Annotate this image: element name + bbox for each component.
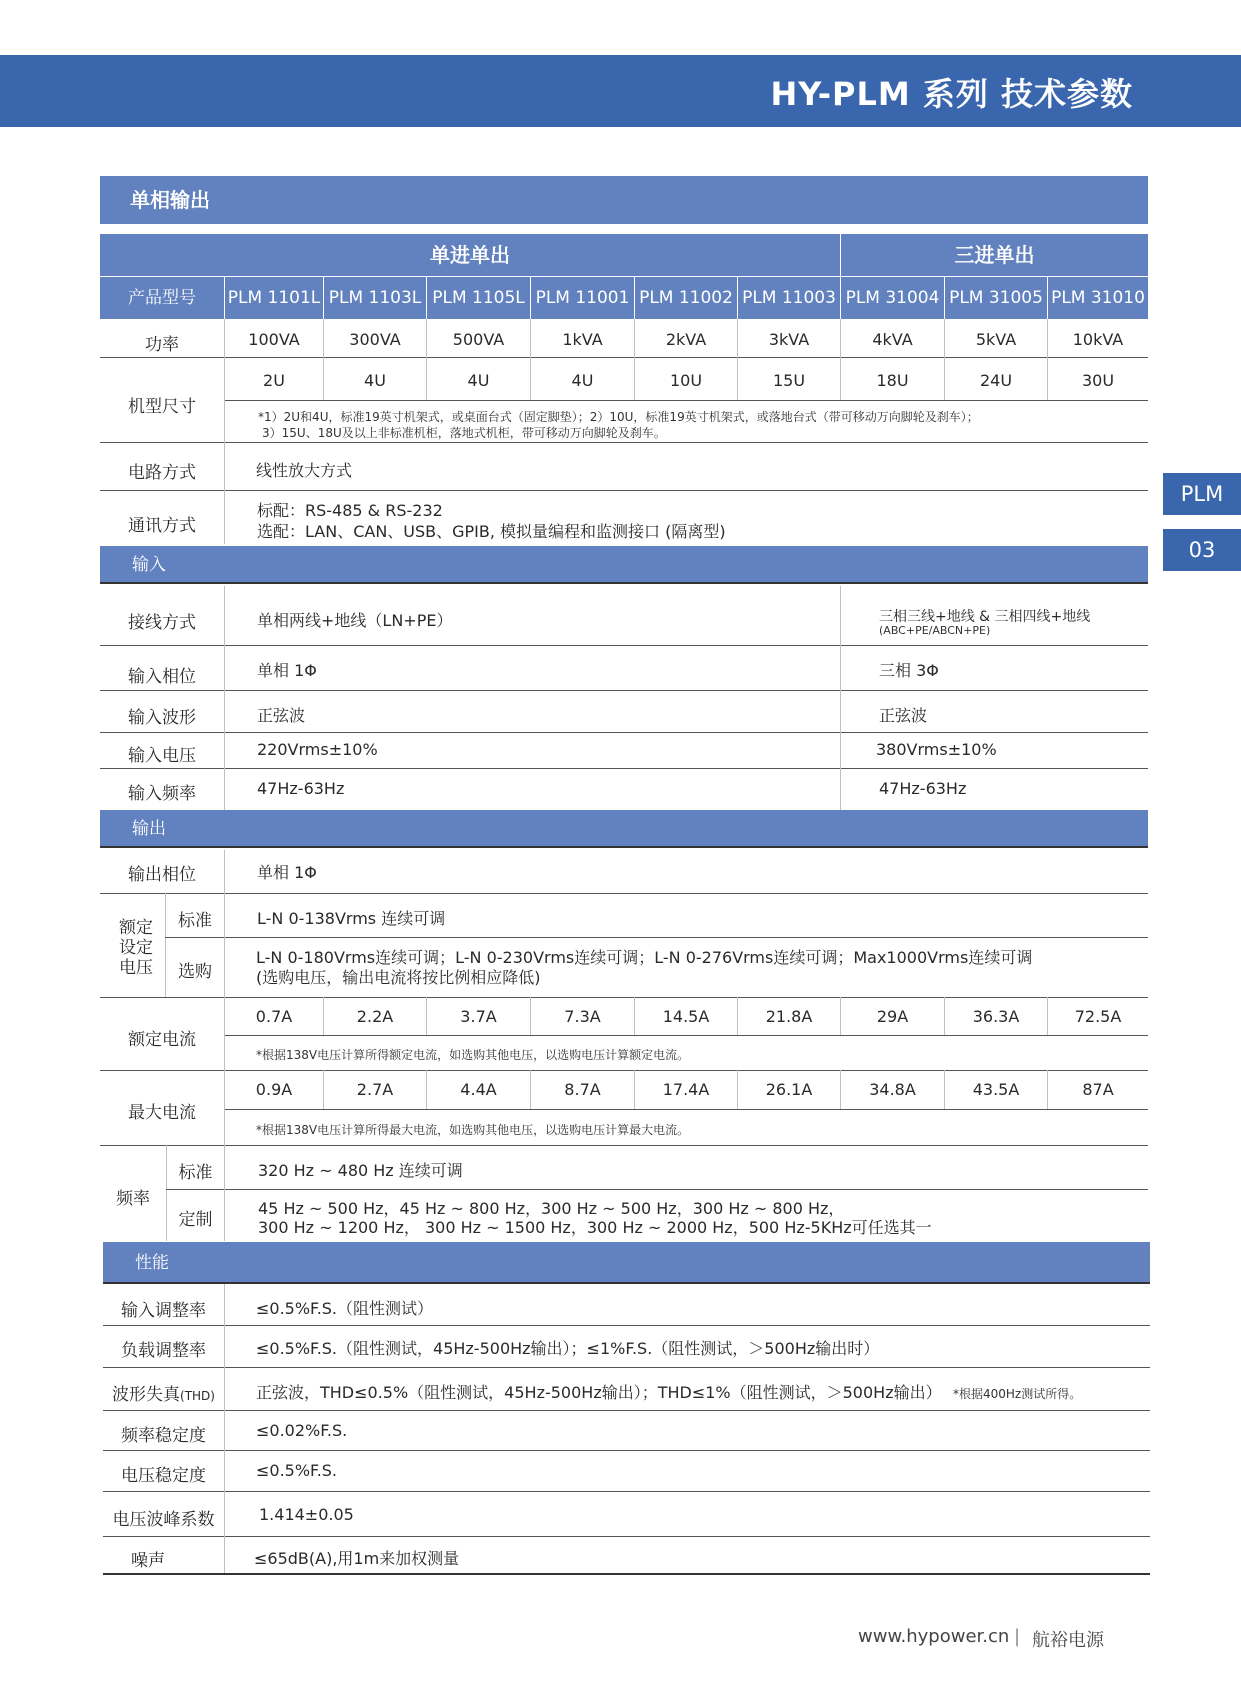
divider — [323, 319, 324, 357]
divider — [224, 586, 225, 810]
max-current-value: 8.7A — [564, 1080, 601, 1099]
model-cell: PLM 1105L — [427, 277, 530, 319]
divider — [100, 893, 1148, 894]
divider — [737, 319, 738, 400]
perf-crest-factor-value: 1.414±0.05 — [259, 1505, 354, 1524]
circuit-value: 线性放大方式 — [256, 461, 353, 480]
rated-current-value: 36.3A — [972, 1007, 1020, 1026]
perf-freq-stability-value: ≤0.02%F.S. — [256, 1421, 348, 1440]
size-value: 30U — [1081, 371, 1115, 390]
divider — [100, 1070, 1148, 1071]
divider — [530, 319, 531, 400]
divider — [100, 490, 1148, 491]
divider — [840, 997, 841, 1035]
divider — [100, 276, 1148, 277]
divider — [323, 277, 324, 319]
size-label: 机型尺寸 — [128, 397, 196, 417]
perf-crest-factor-label: 电压波峰系数 — [112, 1510, 215, 1530]
divider — [224, 319, 225, 544]
input-waveform-label: 输入波形 — [128, 708, 196, 728]
divider — [224, 1284, 225, 1573]
divider — [225, 400, 1148, 401]
size-value: 4U — [467, 371, 490, 390]
power-value: 500VA — [452, 330, 505, 349]
rated-current-value: 2.2A — [356, 1007, 394, 1026]
size-value: 15U — [772, 371, 806, 390]
frequency-std-label: 标准 — [178, 1163, 213, 1183]
rated-voltage-opt-value: L-N 0-180Vrms连续可调；L-N 0-230Vrms连续可调；L-N 0-276Vrms连续可调；Max1000Vrms连续可调 — [256, 948, 1033, 967]
divider — [166, 1189, 1148, 1190]
group-header-single-in: 单进单出 — [100, 234, 840, 276]
divider — [1047, 997, 1048, 1035]
input-waveform-three: 正弦波 — [879, 706, 928, 725]
rated-voltage-std-label: 标准 — [178, 911, 212, 931]
max-current-value: 4.4A — [460, 1080, 497, 1099]
max-current-value: 87A — [1082, 1080, 1114, 1099]
input-voltage-label: 输入电压 — [128, 746, 196, 766]
divider — [103, 1573, 1150, 1575]
rated-voltage-label — [112, 918, 160, 978]
model-cell: PLM 31010 — [1048, 277, 1148, 319]
group-header-three-in: 三进单出 — [841, 234, 1148, 276]
divider — [323, 1070, 324, 1109]
divider — [426, 1070, 427, 1109]
divider — [225, 1109, 1148, 1110]
perf-thd-label — [103, 1380, 224, 1405]
divider — [737, 277, 738, 319]
divider — [100, 997, 1148, 998]
model-cell: PLM 31005 — [945, 277, 1047, 319]
rated-voltage-label-line: 设定 — [119, 938, 153, 958]
section-title-performance: 性能 — [103, 1242, 1150, 1284]
divider — [944, 277, 945, 319]
rated-voltage-opt-label: 选购 — [178, 962, 212, 982]
rated-voltage-std-value: L-N 0-138Vrms 连续可调 — [257, 909, 446, 928]
divider — [426, 997, 427, 1035]
input-phase-label: 输入相位 — [128, 667, 196, 687]
divider — [224, 850, 225, 1241]
divider — [840, 319, 841, 400]
divider — [944, 319, 945, 400]
rated-current-value: 3.7A — [460, 1007, 497, 1026]
input-voltage-single: 220Vrms±10% — [257, 740, 378, 759]
footer-brand: 航裕电源 — [1032, 1630, 1104, 1651]
section-title-output: 输出 — [100, 810, 1148, 848]
size-value: 18U — [876, 371, 909, 390]
perf-input-regulation-label: 输入调整率 — [121, 1301, 206, 1321]
footer-url[interactable]: www.hypower.cn — [858, 1626, 1010, 1647]
divider — [165, 937, 1148, 938]
input-frequency-label: 输入频率 — [128, 784, 196, 804]
divider — [100, 768, 1148, 769]
divider — [530, 997, 531, 1035]
divider — [100, 442, 1148, 443]
perf-input-regulation-value: ≤0.5%F.S.（阻性测试） — [256, 1299, 434, 1318]
model-cell: PLM 31004 — [841, 277, 944, 319]
input-wiring-three: 三相三线+地线 & 三相四线+地线 — [879, 609, 1091, 625]
max-current-value: 34.8A — [869, 1080, 916, 1099]
frequency-label: 频率 — [116, 1189, 150, 1209]
power-value: 3kVA — [768, 330, 810, 349]
power-label: 功率 — [145, 335, 179, 355]
power-value: 1kVA — [562, 330, 603, 349]
rated-voltage-opt-note: (选购电压，输出电流将按比例相应降低) — [256, 968, 541, 987]
max-current-value: 0.9A — [255, 1080, 293, 1099]
divider — [103, 1450, 1150, 1451]
perf-load-regulation-value: ≤0.5%F.S.（阻性测试，45Hz-500Hz输出）；≤1%F.S.（阻性测试，＞500Hz输出时） — [256, 1339, 880, 1358]
divider — [103, 1536, 1150, 1537]
rated-current-value: 14.5A — [662, 1007, 710, 1026]
power-value: 4kVA — [872, 330, 913, 349]
rated-voltage-label-line: 电压 — [119, 958, 153, 978]
output-phase-value: 单相 1Φ — [257, 863, 317, 882]
model-label: 产品型号 — [100, 277, 224, 319]
input-waveform-single: 正弦波 — [257, 706, 306, 725]
rated-current-value: 0.7A — [255, 1007, 293, 1026]
section-title-single-phase: 单相输出 — [100, 176, 1148, 224]
divider — [323, 357, 324, 400]
divider — [224, 277, 225, 319]
input-phase-three: 三相 3Φ — [879, 661, 939, 680]
divider — [1047, 319, 1048, 400]
input-phase-single: 单相 1Φ — [257, 661, 317, 680]
comm-optional: 选配：LAN、CAN、USB、GPIB, 模拟量编程和监测接口 (隔离型) — [257, 522, 726, 541]
divider — [1047, 277, 1048, 319]
rated-current-value: 21.8A — [765, 1007, 813, 1026]
comm-label: 通讯方式 — [128, 516, 196, 536]
side-tab-page[interactable]: 03 — [1163, 529, 1241, 571]
rated-voltage-label-line: 额定 — [119, 918, 153, 938]
model-cell: PLM 11003 — [738, 277, 840, 319]
divider — [634, 277, 635, 319]
divider — [103, 1410, 1150, 1411]
frequency-std-value: 320 Hz ~ 480 Hz 连续可调 — [258, 1161, 463, 1180]
max-current-note: *根据138V电压计算所得最大电流，如选购其他电压，以选购电压计算最大电流。 — [256, 1123, 690, 1137]
divider — [426, 319, 427, 400]
divider — [944, 997, 945, 1035]
divider — [737, 1070, 738, 1109]
divider — [103, 1325, 1150, 1326]
divider — [100, 1145, 1148, 1146]
perf-load-regulation-label: 负载调整率 — [121, 1341, 206, 1361]
divider — [225, 1035, 1148, 1036]
input-wiring-label: 接线方式 — [128, 613, 196, 633]
model-cell: PLM 11002 — [635, 277, 737, 319]
divider — [530, 277, 531, 319]
divider — [103, 1491, 1150, 1492]
max-current-value: 17.4A — [662, 1080, 710, 1099]
comm-standard: 标配：RS-485 & RS-232 — [257, 501, 443, 520]
power-value: 10kVA — [1072, 330, 1124, 349]
divider — [840, 1070, 841, 1109]
divider — [634, 1070, 635, 1109]
perf-noise-label: 噪声 — [131, 1551, 165, 1571]
input-frequency-single: 47Hz-63Hz — [257, 779, 345, 798]
rated-current-value: 7.3A — [564, 1007, 601, 1026]
side-tab-plm[interactable]: PLM — [1163, 473, 1241, 515]
perf-thd-label-text: 波形失真 — [112, 1385, 181, 1405]
perf-thd-value: 正弦波，THD≤0.5%（阻性测试，45Hz-500Hz输出）；THD≤1%（阻性测试，＞500Hz输出） — [256, 1383, 942, 1402]
divider — [100, 732, 1148, 733]
size-value: 2U — [263, 371, 285, 390]
rated-current-value: 29A — [876, 1007, 909, 1026]
divider — [323, 997, 324, 1035]
divider — [944, 1070, 945, 1109]
divider — [840, 586, 841, 810]
max-current-value: 26.1A — [765, 1080, 813, 1099]
rated-current-value: 72.5A — [1074, 1007, 1122, 1026]
max-current-value: 43.5A — [972, 1080, 1020, 1099]
size-value: 4U — [364, 371, 386, 390]
divider — [530, 1070, 531, 1109]
size-note: *1）2U和4U，标准19英寸机架式，或桌面台式（固定脚垫）；2）10U，标准19英寸机架式，或落地台式（带可移动万向脚轮及刹车）； — [258, 410, 979, 424]
header-banner — [0, 55, 1241, 127]
frequency-custom-value: 300 Hz ~ 1200 Hz， 300 Hz ~ 1500 Hz，300 Hz ~ 2000 Hz，500 Hz-5KHz可任选其一 — [258, 1218, 932, 1237]
model-cell: PLM 1101L — [225, 277, 323, 319]
perf-volt-stability-label: 电压稳定度 — [121, 1466, 206, 1486]
perf-freq-stability-label: 频率稳定度 — [121, 1426, 206, 1446]
power-value: 300VA — [349, 330, 401, 349]
input-voltage-three: 380Vrms±10% — [876, 740, 997, 759]
size-value: 24U — [979, 371, 1013, 390]
input-frequency-three: 47Hz-63Hz — [879, 779, 967, 798]
power-value: 100VA — [248, 330, 300, 349]
rated-current-note: *根据138V电压计算所得额定电流，如选购其他电压，以选购电压计算额定电流。 — [256, 1048, 690, 1062]
section-title-input: 输入 — [100, 546, 1148, 584]
perf-volt-stability-value: ≤0.5%F.S. — [256, 1461, 338, 1480]
model-cell: PLM 1103L — [324, 277, 426, 319]
frequency-custom-label: 定制 — [178, 1210, 213, 1230]
output-phase-label: 输出相位 — [128, 865, 196, 885]
frequency-custom-value: 45 Hz ~ 500 Hz，45 Hz ~ 800 Hz，300 Hz ~ 500 Hz，300 Hz ~ 800 Hz， — [258, 1199, 845, 1218]
divider — [426, 277, 427, 319]
divider — [1047, 1070, 1048, 1109]
size-note: 3）15U、18U及以上非标准机柜，落地式机柜，带可移动万向脚轮及刹车。 — [262, 426, 666, 440]
model-cell: PLM 11001 — [531, 277, 634, 319]
divider — [100, 690, 1148, 691]
divider — [100, 645, 1148, 646]
circuit-label: 电路方式 — [128, 463, 196, 483]
max-current-value: 2.7A — [356, 1080, 394, 1099]
size-value: 10U — [669, 371, 703, 390]
size-value: 4U — [571, 371, 594, 390]
power-value: 5kVA — [975, 330, 1017, 349]
max-current-label: 最大电流 — [128, 1103, 196, 1123]
perf-thd-label-sub: (THD) — [180, 1389, 215, 1403]
page-title: HY-PLM 系列 技术参数 — [770, 75, 1133, 113]
input-wiring-single: 单相两线+地线（LN+PE） — [257, 611, 453, 630]
divider — [103, 1367, 1150, 1368]
perf-thd-note: *根据400Hz测试所得。 — [953, 1387, 1082, 1401]
divider — [737, 997, 738, 1035]
divider — [100, 357, 1148, 358]
input-wiring-three-sub: (ABC+PE/ABCN+PE) — [879, 624, 991, 637]
footer-separator: | — [1014, 1626, 1021, 1647]
power-value: 2kVA — [665, 330, 707, 349]
rated-current-label: 额定电流 — [128, 1030, 196, 1050]
divider — [634, 997, 635, 1035]
divider — [634, 319, 635, 400]
perf-noise-value: ≤65dB(A),用1m来加权测量 — [254, 1549, 460, 1568]
